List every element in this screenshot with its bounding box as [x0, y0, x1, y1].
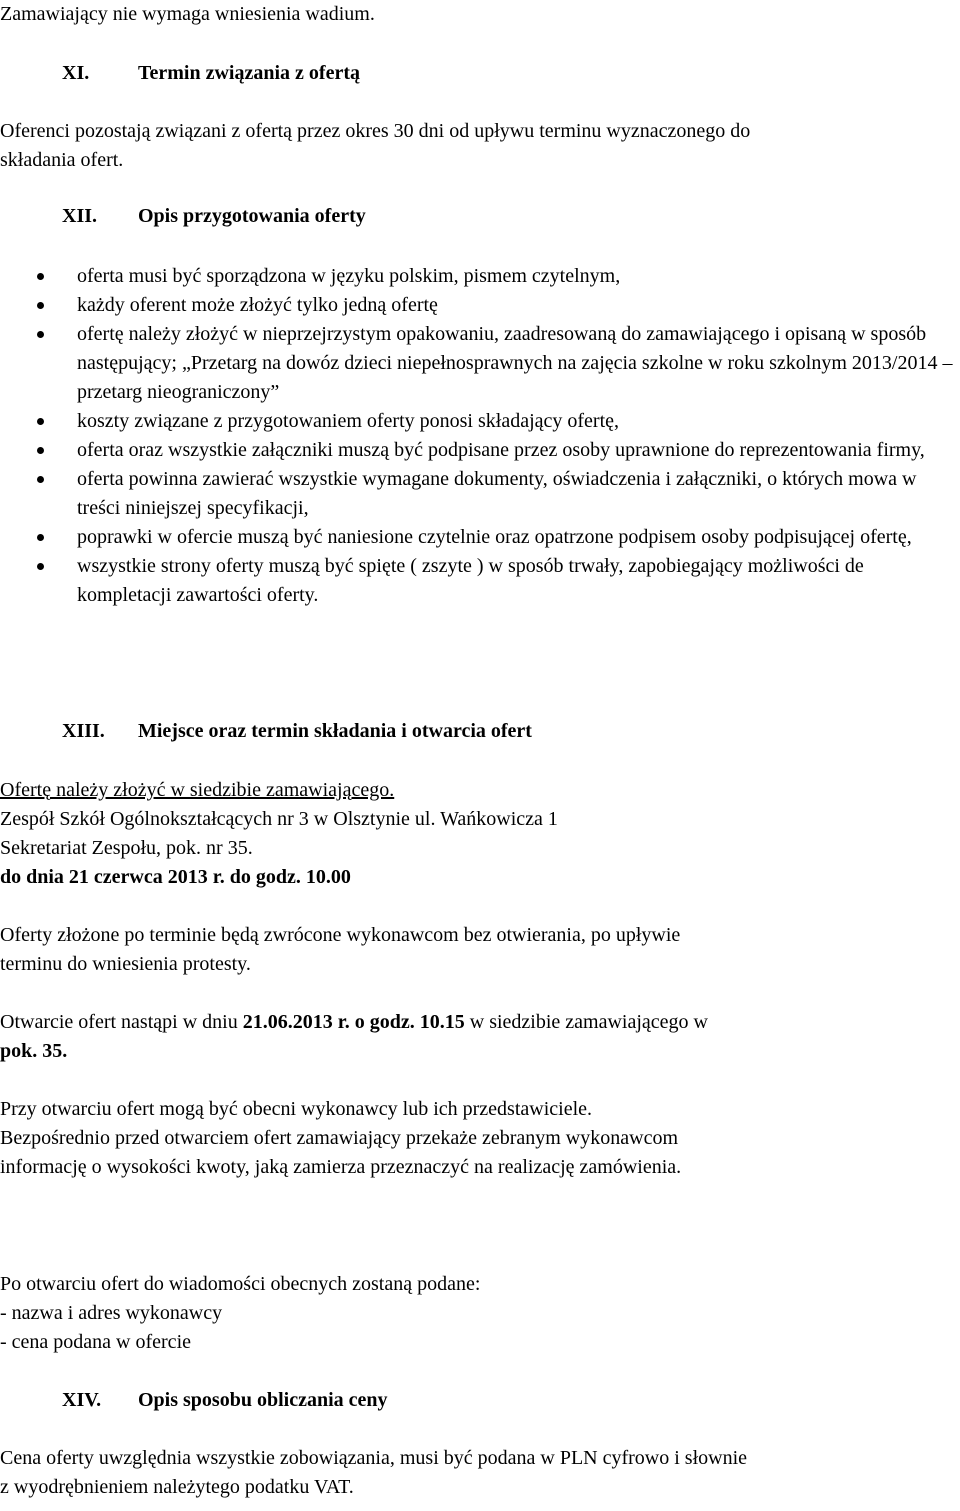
bullet-icon: [37, 273, 44, 280]
bullet-icon: [37, 331, 44, 338]
intro-text: Zamawiający nie wymaga wniesienia wadium.: [0, 3, 375, 25]
announcement-text: Po otwarciu ofert do wiadomości obecnych zostaną podane:: [0, 1273, 481, 1295]
list-item: każdy oferent może złożyć tylko jedną ofertę: [0, 291, 960, 320]
binding-period-text-line2: składania ofert.: [0, 149, 124, 171]
list-item: oferta oraz wszystkie załączniki muszą być podpisane przez osoby uprawnione do reprezentowania firmy,: [0, 436, 960, 465]
offer-preparation-list: [0, 262, 960, 610]
bullet-icon: [37, 418, 44, 425]
bullet-icon: [37, 447, 44, 454]
list-item: koszty związane z przygotowaniem oferty ponosi składający ofertę,: [0, 407, 960, 436]
list-item: poprawki w ofercie muszą być naniesione czytelnie oraz opatrzone podpisem osoby podpisującej ofertę,: [0, 523, 960, 552]
opening-text-line1: Otwarcie ofert nastąpi w dniu 21.06.2013 r. o godz. 10.15 w siedzibie zamawiającego w: [0, 1011, 708, 1033]
section-title: Opis sposobu obliczania ceny: [138, 1389, 388, 1411]
list-item: oferta powinna zawierać wszystkie wymagane dokumenty, oświadczenia i załączniki, o których mowa w treści niniejszej specyfikacji,: [0, 465, 960, 523]
late-offers-text-line2: terminu do wniesienia protesty.: [0, 953, 251, 975]
opening-room: pok. 35.: [0, 1040, 68, 1062]
section-number: XI.: [62, 62, 90, 84]
submission-deadline: do dnia 21 czerwca 2013 r. do godz. 10.00: [0, 866, 351, 888]
bullet-icon: [37, 302, 44, 309]
price-text-line2: z wyodrębnieniem należytego podatku VAT.: [0, 1476, 354, 1498]
section-number: XIII.: [62, 720, 105, 742]
announcement-item: - cena podana w ofercie: [0, 1331, 191, 1353]
office-room: Sekretariat Zespołu, pok. nr 35.: [0, 837, 253, 859]
budget-info-text-line1: Bezpośrednio przed otwarciem ofert zamawiający przekaże zebranym wykonawcom: [0, 1127, 679, 1149]
bullet-icon: [37, 563, 44, 570]
budget-info-text-line2: informację o wysokości kwoty, jaką zamierza przeznaczyć na realizację zamówienia.: [0, 1156, 682, 1178]
announcement-item: - nazwa i adres wykonawcy: [0, 1302, 223, 1324]
submission-place-text: Ofertę należy złożyć w siedzibie zamawiającego.: [0, 779, 395, 801]
list-item: oferta musi być sporządzona w języku polskim, pismem czytelnym,: [0, 262, 960, 291]
price-text-line1: Cena oferty uwzględnia wszystkie zobowiązania, musi być podana w PLN cyfrowo i słownie: [0, 1447, 748, 1469]
bullet-icon: [37, 534, 44, 541]
opening-date: 21.06.2013 r. o godz. 10.15: [242, 1011, 465, 1033]
late-offers-text-line1: Oferty złożone po terminie będą zwrócone wykonawcom bez otwierania, po upływie: [0, 924, 681, 946]
section-number: XII.: [62, 205, 98, 227]
section-number: XIV.: [62, 1389, 102, 1411]
list-item: wszystkie strony oferty muszą być spięte ( zszyte ) w sposób trwały, zapobiegający możliwości de kompletacji zawartości oferty.: [0, 552, 960, 610]
section-title: Termin związania z ofertą: [138, 62, 360, 84]
list-item: ofertę należy złożyć w nieprzejrzystym opakowaniu, zaadresowaną do zamawiającego i opisaną w sposób następujący; „Przetarg na dowóz dzieci niepełnosprawnych na zajęcia szkolne w roku szkolnym 2013/2014 – przetarg nieograniczony”: [0, 320, 960, 407]
binding-period-text-line1: Oferenci pozostają związani z ofertą przez okres 30 dni od upływu terminu wyznaczonego do: [0, 120, 751, 142]
section-title: Opis przygotowania oferty: [138, 205, 366, 227]
presence-text: Przy otwarciu ofert mogą być obecni wykonawcy lub ich przedstawiciele.: [0, 1098, 593, 1120]
bullet-icon: [37, 476, 44, 483]
school-address: Zespół Szkół Ogólnokształcących nr 3 w Olsztynie ul. Wańkowicza 1: [0, 808, 558, 830]
section-title: Miejsce oraz termin składania i otwarcia ofert: [138, 720, 532, 742]
